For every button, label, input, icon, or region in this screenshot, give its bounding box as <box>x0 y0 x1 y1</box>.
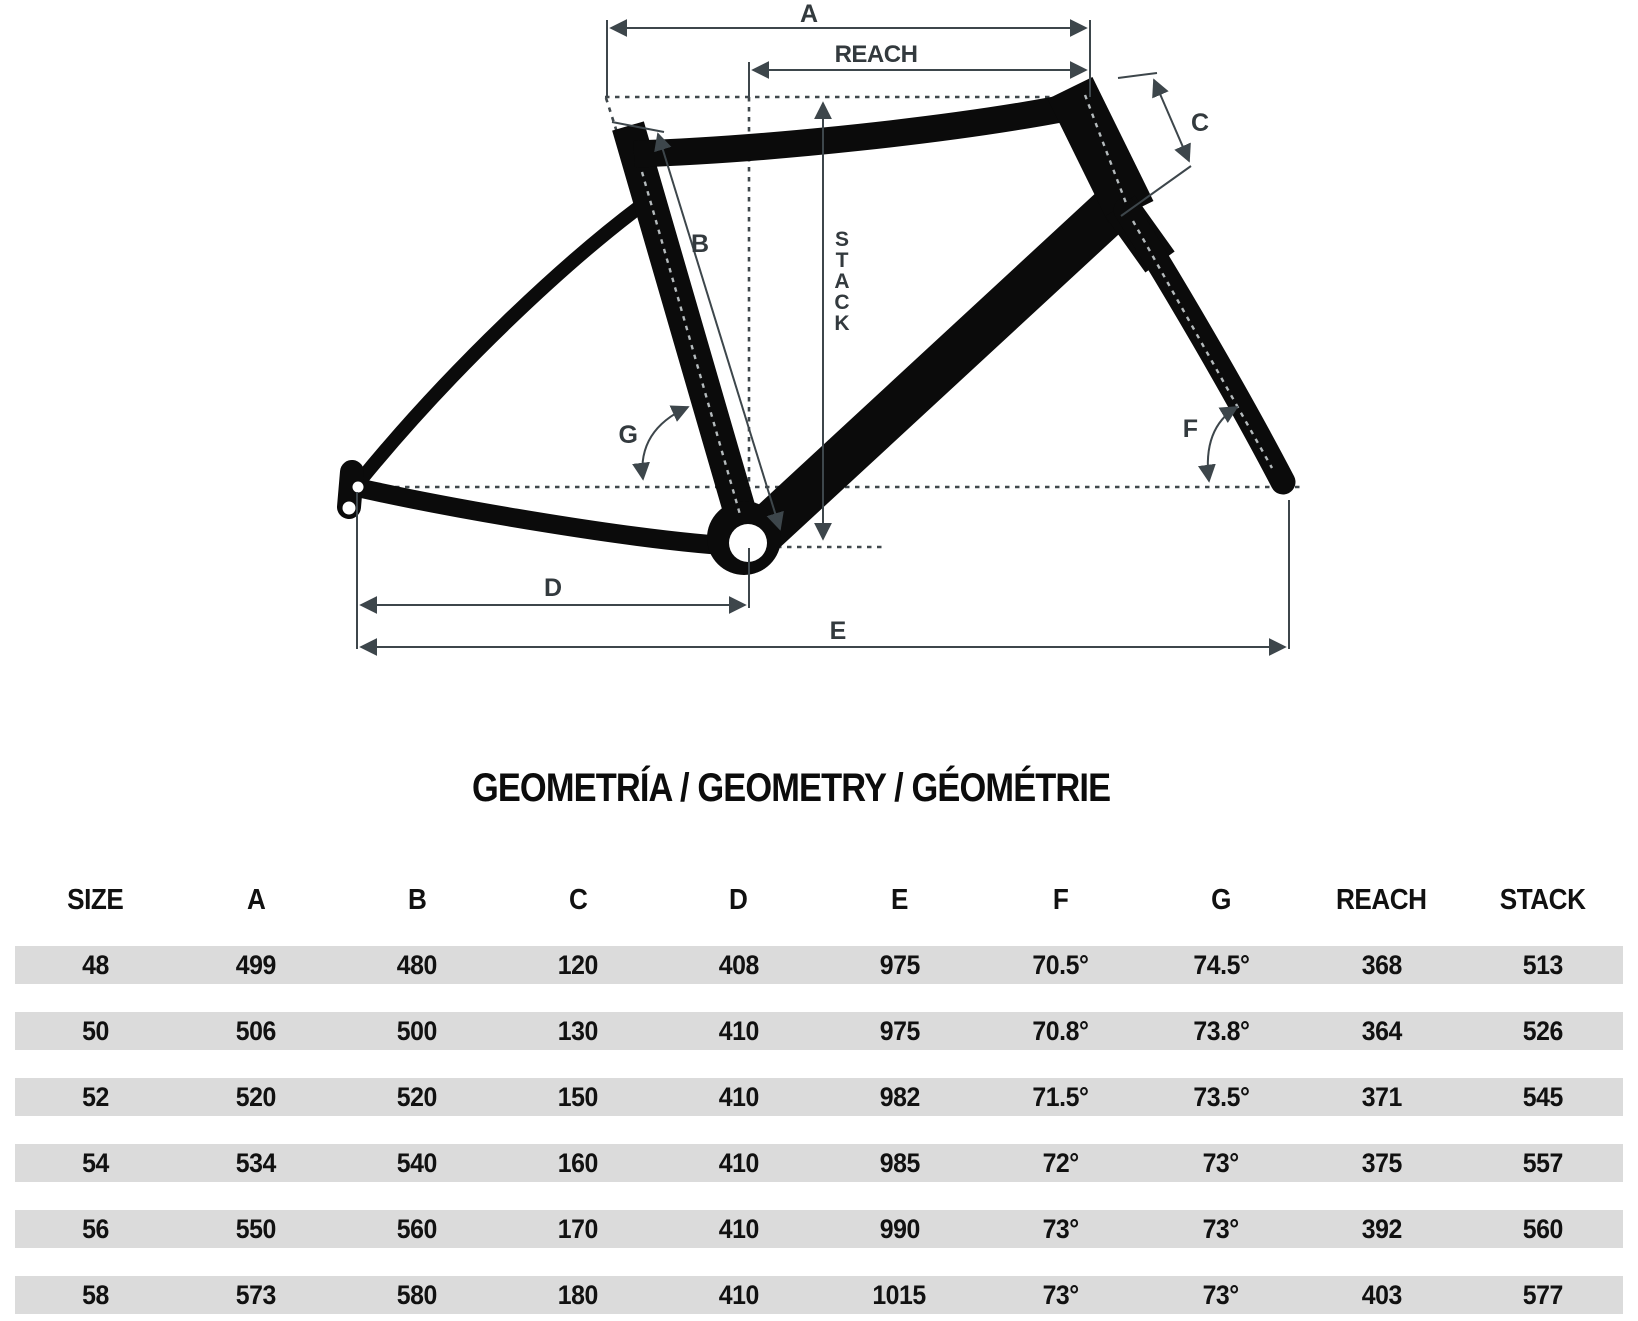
table-cell: 577 <box>1522 1279 1563 1310</box>
table-cell: 499 <box>236 949 277 980</box>
ext-line-c-top <box>1118 73 1157 78</box>
table-cell: 368 <box>1361 949 1402 980</box>
table-body <box>15 946 1623 1314</box>
table-cell: 534 <box>236 1147 277 1178</box>
table-cell: 58 <box>82 1279 109 1310</box>
section-title-text: GEOMETRÍA / GEOMETRY / GÉOMÉTRIE <box>471 766 1111 810</box>
column-header: REACH <box>1336 883 1428 916</box>
table-cell: 1015 <box>872 1279 927 1310</box>
table-cell: 73.5° <box>1192 1081 1249 1112</box>
table-cell: 506 <box>236 1015 277 1046</box>
table-cell: 70.5° <box>1032 949 1089 980</box>
table-cell: 520 <box>396 1081 438 1112</box>
table-cell: 975 <box>879 1015 920 1046</box>
geometry-table <box>15 880 1623 1314</box>
column-header: STACK <box>1499 883 1586 916</box>
table-cell: 73° <box>1042 1213 1079 1244</box>
table-cell: 371 <box>1361 1081 1402 1112</box>
table-cell: 410 <box>718 1213 759 1244</box>
column-header: B <box>407 883 427 916</box>
dim-label-c: C <box>1191 109 1210 137</box>
table-cell: 985 <box>879 1147 920 1178</box>
table-cell: 364 <box>1361 1015 1402 1046</box>
table-row <box>15 946 1623 984</box>
dim-label-b: B <box>690 230 710 258</box>
column-header: G <box>1211 883 1231 916</box>
table-cell: 170 <box>557 1213 598 1244</box>
table-cell: 73° <box>1202 1279 1240 1310</box>
table-cell: 50 <box>82 1015 109 1046</box>
dim-label-g: G <box>618 421 638 449</box>
section-title <box>0 766 1638 811</box>
table-cell: 526 <box>1522 1015 1563 1046</box>
table-cell: 48 <box>82 949 109 980</box>
table-cell: 410 <box>718 1279 759 1310</box>
column-header: C <box>568 883 587 916</box>
bike-frame <box>349 88 1283 575</box>
dim-label-a: A <box>799 0 819 28</box>
table-row <box>15 1012 1623 1050</box>
table-cell: 72° <box>1042 1147 1079 1178</box>
table-cell: 557 <box>1522 1147 1563 1178</box>
dropout-eyelet <box>343 502 356 515</box>
table-header-row <box>15 880 1623 920</box>
table-cell: 550 <box>236 1213 277 1244</box>
table-cell: 73° <box>1202 1213 1240 1244</box>
dim-label-d: D <box>543 574 563 602</box>
table-cell: 410 <box>718 1147 759 1178</box>
chainstay <box>364 489 747 547</box>
table-cell: 990 <box>879 1213 920 1244</box>
table-cell: 410 <box>718 1081 759 1112</box>
table-cell: 392 <box>1361 1213 1402 1244</box>
table-cell: 580 <box>396 1279 438 1310</box>
table-cell: 73° <box>1042 1279 1079 1310</box>
table-cell: 160 <box>557 1147 598 1178</box>
seat-stay <box>359 202 646 482</box>
table-cell: 56 <box>82 1213 109 1244</box>
column-header: A <box>246 883 266 916</box>
angle-arc-f <box>1208 407 1237 481</box>
dim-label-reach: REACH <box>834 41 918 68</box>
table-row <box>15 1210 1623 1248</box>
top-tube <box>634 104 1086 154</box>
table-cell: 513 <box>1522 949 1563 980</box>
table-cell: 70.8° <box>1032 1015 1089 1046</box>
table-cell: 130 <box>557 1015 598 1046</box>
table-cell: 500 <box>396 1015 438 1046</box>
table-row <box>15 1276 1623 1314</box>
dim-label-e: E <box>829 617 847 645</box>
table-cell: 52 <box>82 1081 109 1112</box>
dim-label-f: F <box>1182 415 1198 443</box>
table-cell: 560 <box>396 1213 438 1244</box>
table-cell: 403 <box>1361 1279 1402 1310</box>
table-cell: 540 <box>396 1147 438 1178</box>
rear-axle-hole <box>353 482 364 493</box>
table-cell: 150 <box>557 1081 598 1112</box>
head-tube <box>1070 88 1131 212</box>
table-cell: 982 <box>879 1081 920 1112</box>
table-cell: 480 <box>396 949 438 980</box>
dim-line-c <box>1154 80 1189 161</box>
table-cell: 120 <box>557 949 598 980</box>
column-header: SIZE <box>67 883 124 916</box>
column-header: D <box>729 883 748 916</box>
table-cell: 74.5° <box>1192 949 1249 980</box>
table-row <box>15 1144 1623 1182</box>
angle-arc-g <box>642 407 688 479</box>
table-cell: 180 <box>557 1279 598 1310</box>
steer-axis-on-fork <box>1133 221 1272 468</box>
table-cell: 975 <box>879 949 920 980</box>
table-cell: 73° <box>1202 1147 1240 1178</box>
down-tube <box>753 200 1122 541</box>
table-row <box>15 1078 1623 1116</box>
table-cell: 54 <box>82 1147 109 1178</box>
column-header: F <box>1052 883 1068 916</box>
dim-label-stack: S T A C K <box>834 228 850 335</box>
table-cell: 375 <box>1361 1147 1402 1178</box>
table-cell: 73.8° <box>1192 1015 1249 1046</box>
table-cell: 410 <box>718 1015 759 1046</box>
table-cell: 545 <box>1522 1081 1563 1112</box>
table-cell: 520 <box>236 1081 277 1112</box>
table-cell: 71.5° <box>1032 1081 1089 1112</box>
table-cell: 573 <box>236 1279 277 1310</box>
table-cell: 560 <box>1522 1213 1563 1244</box>
column-header: E <box>890 883 908 916</box>
table-cell: 408 <box>718 949 759 980</box>
